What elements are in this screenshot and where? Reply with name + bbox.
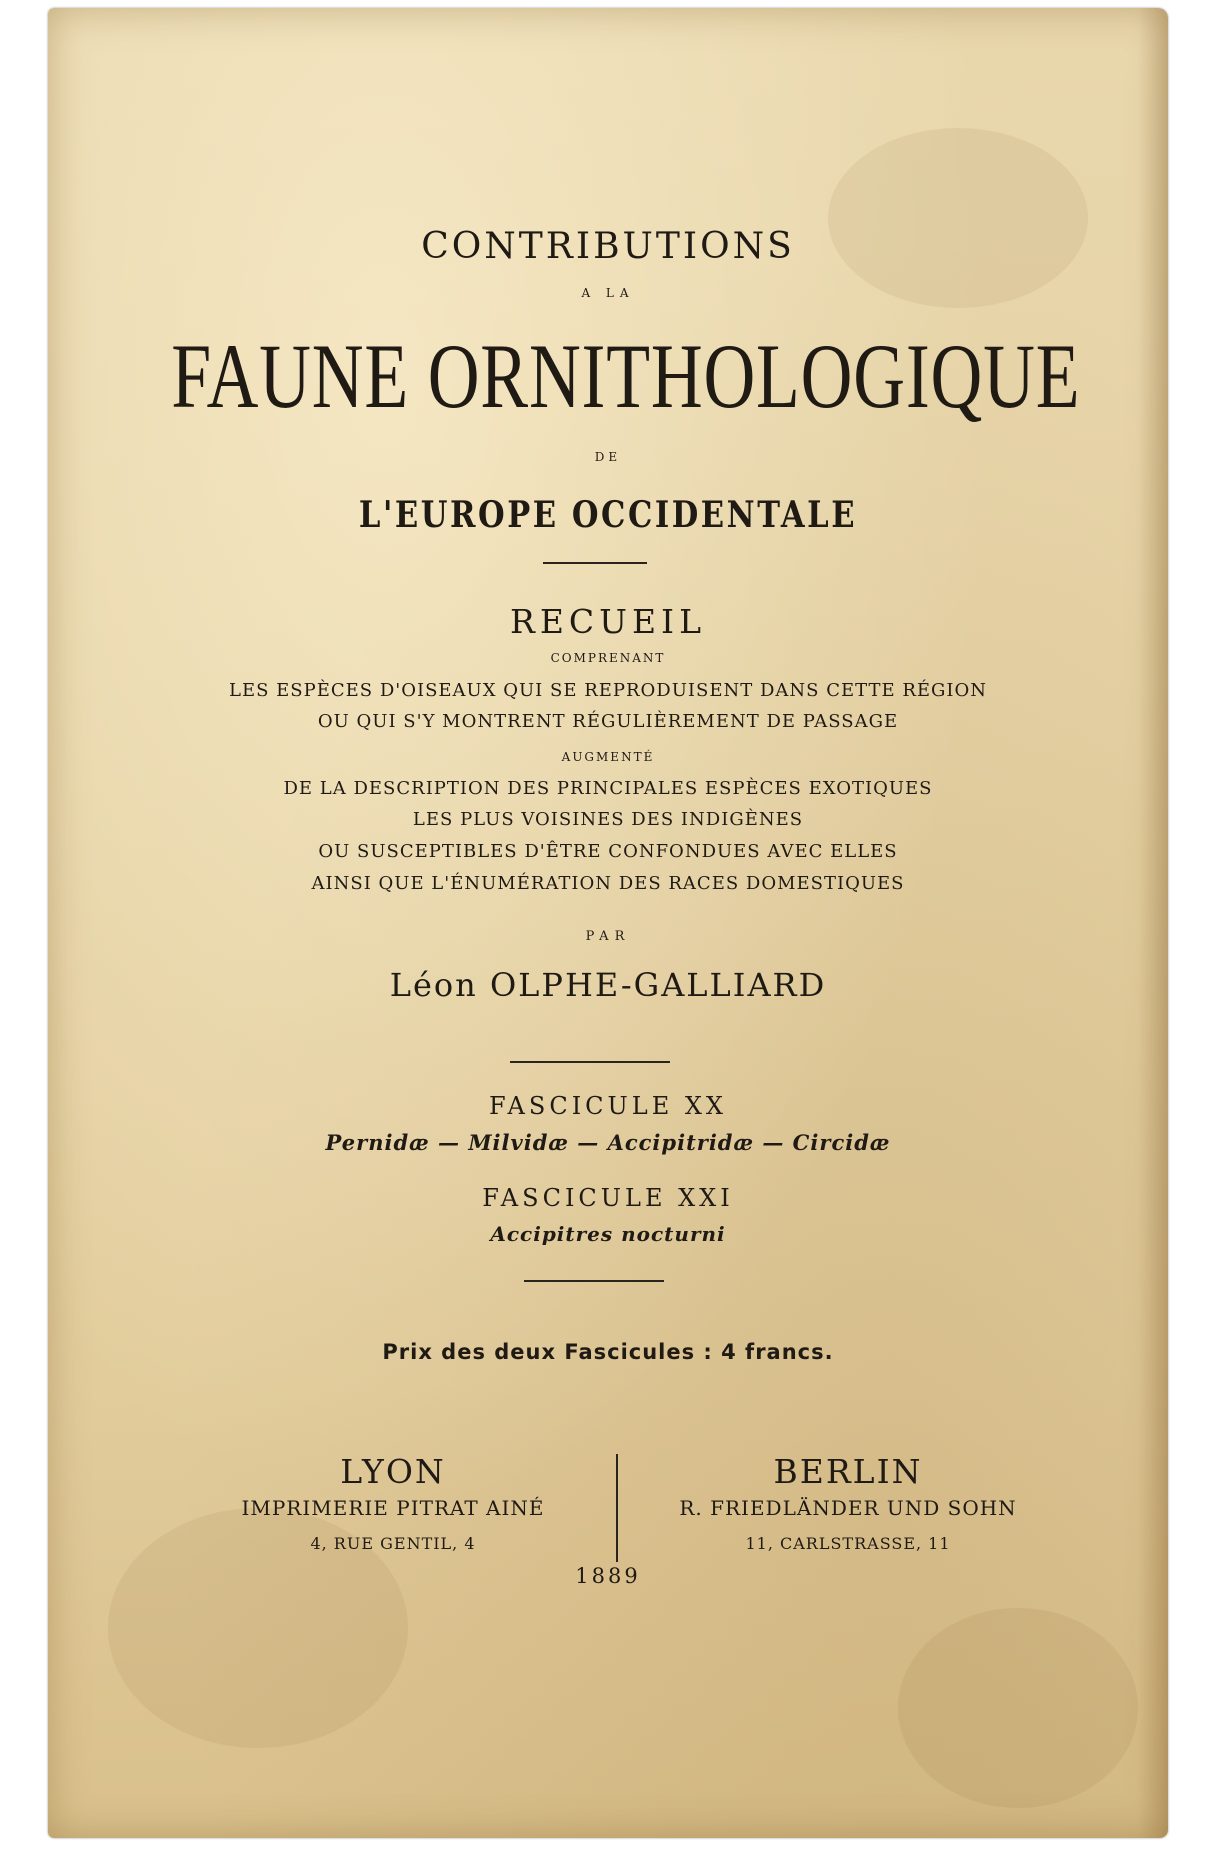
paper-stain: [898, 1608, 1138, 1808]
title-contributions: CONTRIBUTIONS: [421, 226, 795, 267]
divider-rule: [524, 1280, 664, 1282]
publisher-right-city: BERLIN: [773, 1452, 923, 1491]
price-line: Prix des deux Fascicules : 4 francs.: [382, 1340, 834, 1364]
description-line-3: DE LA DESCRIPTION DES PRINCIPALES ESPÈCES EXOTIQUES: [283, 778, 933, 799]
fascicule-21-heading: FASCICULE XXI: [482, 1184, 734, 1212]
description-line-2: OU QUI S'Y MONTRENT RÉGULIÈREMENT DE PASSAGE: [317, 711, 899, 732]
description-line-6: AINSI QUE L'ÉNUMÉRATION DES RACES DOMESTIQUES: [311, 873, 905, 894]
title-region: L'EUROPE OCCIDENTALE: [358, 494, 858, 536]
subtitle-recueil: RECUEIL: [509, 602, 707, 641]
publisher-left-printer: IMPRIMERIE PITRAT AINÉ: [241, 1496, 545, 1520]
fascicule-20-families: Pernidæ — Milvidæ — Accipitridæ — Circidæ: [325, 1130, 891, 1155]
description-line-4: LES PLUS VOISINES DES INDIGÈNES: [412, 809, 804, 830]
fascicule-21-families: Accipitres nocturni: [490, 1222, 726, 1246]
publisher-right-printer: R. FRIEDLÄNDER UND SOHN: [679, 1496, 1017, 1520]
divider-rule: [510, 1061, 670, 1063]
title-a-la: A LA: [581, 286, 635, 300]
label-augmente: AUGMENTÉ: [561, 750, 655, 764]
main-title: FAUNE ORNITHOLOGIQUE: [171, 325, 1081, 427]
divider-rule: [543, 562, 647, 564]
fascicule-20-heading: FASCICULE XX: [488, 1092, 728, 1120]
publication-year: 1889: [575, 1564, 641, 1588]
author-name: Léon OLPHE-GALLIARD: [389, 966, 827, 1004]
label-comprenant: COMPRENANT: [550, 651, 666, 665]
publisher-left-address: 4, RUE GENTIL, 4: [310, 1534, 476, 1553]
publisher-right-address: 11, CARLSTRASSE, 11: [745, 1534, 951, 1553]
book-cover: [48, 8, 1168, 1838]
title-de: DE: [594, 450, 622, 464]
description-line-5: OU SUSCEPTIBLES D'ÊTRE CONFONDUES AVEC ELLES: [318, 841, 898, 862]
publisher-left-city: LYON: [340, 1452, 446, 1491]
publisher-divider: [616, 1454, 618, 1562]
label-par: PAR: [585, 929, 631, 944]
description-line-1: LES ESPÈCES D'OISEAUX QUI SE REPRODUISENT DANS CETTE RÉGION: [228, 680, 988, 701]
paper-stain: [828, 128, 1088, 308]
